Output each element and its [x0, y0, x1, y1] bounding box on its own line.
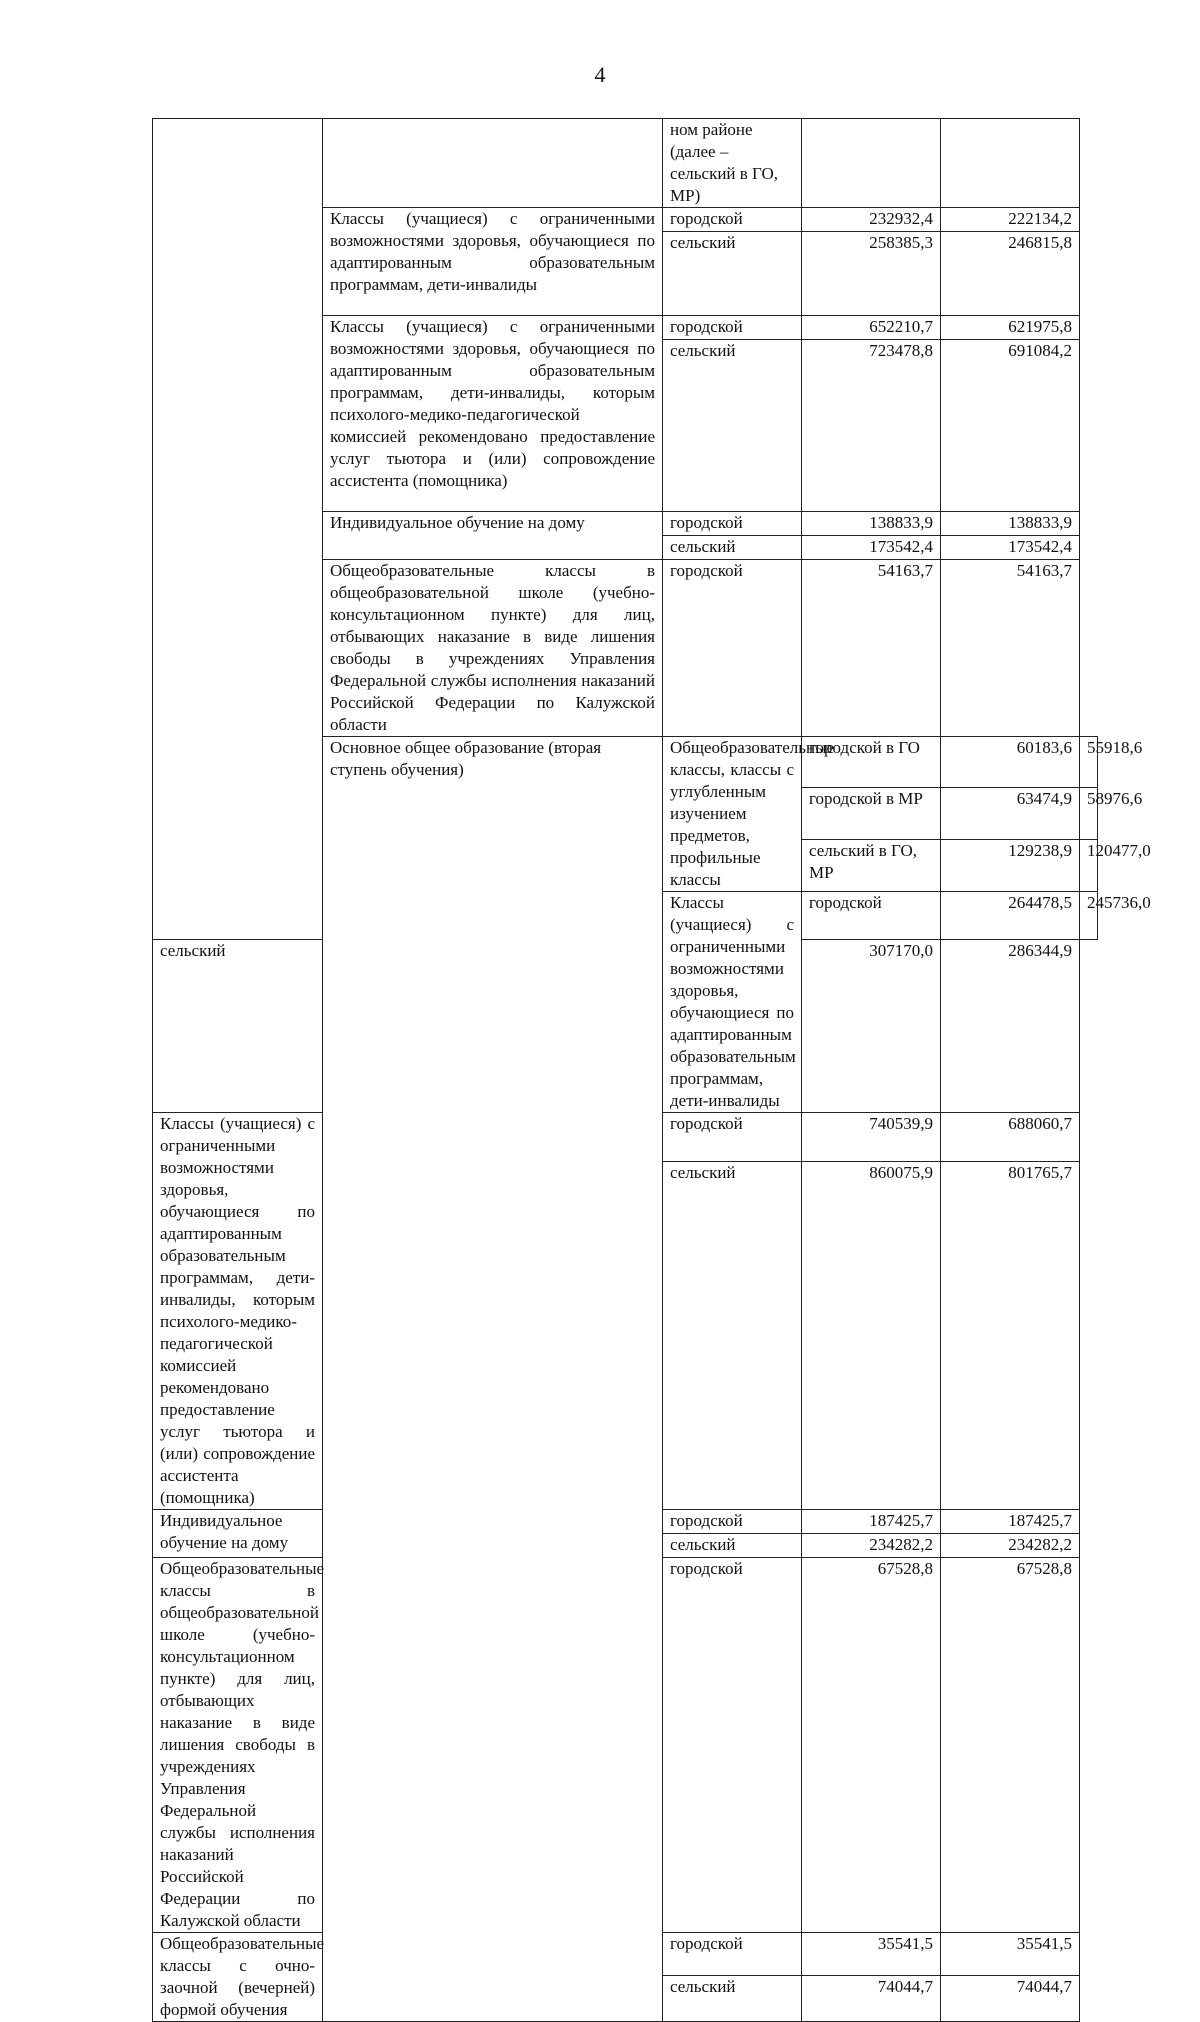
area-cell: сельский в ГО, МР: [802, 839, 941, 891]
value-cell: 652210,7: [802, 316, 941, 340]
value-cell: 258385,3: [802, 232, 941, 316]
value-cell: 232932,4: [802, 208, 941, 232]
value-cell: 723478,8: [802, 340, 941, 512]
area-cell: сельский: [663, 232, 802, 316]
area-cell: сельский: [663, 536, 802, 560]
value-cell: 234282,2: [802, 1534, 941, 1558]
description-cell: Классы (учащиеся) с ограниченными возможностями здоровья, обучающиеся по адаптированным образовательным программам, дети-инвалиды: [323, 208, 663, 316]
value-cell: 138833,9: [941, 512, 1080, 536]
description-cell: Общеобразовательные классы в общеобразовательной школе (учебно-консультационном пункте) для лиц, отбывающих наказание в виде лишения свободы в учреждениях Управления Федеральной службы исполнения наказаний Российской Федерации по Калужской области: [323, 560, 663, 737]
value-cell: 173542,4: [941, 536, 1080, 560]
value-cell: 621975,8: [941, 316, 1080, 340]
table-row: [153, 119, 1098, 208]
description-cell: Индивидуальное обучение на дому: [153, 1510, 323, 1558]
value-cell: 222134,2: [941, 208, 1080, 232]
area-cell: городской: [663, 1510, 802, 1534]
page-number: 4: [594, 62, 606, 87]
value-cell: 187425,7: [802, 1510, 941, 1534]
description-cell: [323, 119, 663, 208]
area-cell: городской: [663, 1933, 802, 1976]
area-cell: городской: [663, 1558, 802, 1933]
description-cell: Индивидуальное обучение на дому: [323, 512, 663, 560]
value-cell: 35541,5: [941, 1933, 1080, 1976]
value-cell: 740539,9: [802, 1113, 941, 1162]
stage-cell-primary: [153, 119, 323, 940]
value-cell: 129238,9: [941, 839, 1080, 891]
value-cell: 860075,9: [802, 1161, 941, 1509]
area-cell: ном районе (далее – сельский в ГО, МР): [663, 119, 802, 208]
value-cell: 74044,7: [941, 1975, 1080, 2021]
value-cell: 55918,6: [1080, 737, 1098, 788]
value-cell: 58976,6: [1080, 788, 1098, 839]
value-cell: 688060,7: [941, 1113, 1080, 1162]
value-cell: 187425,7: [941, 1510, 1080, 1534]
description-cell: Классы (учащиеся) с ограниченными возможностями здоровья, обучающиеся по адаптированным образовательным программам, дети-инвалиды, которым психолого-медико-педагогической комиссией рекомендовано предоставление услуг тьютора и (или) сопровождение ассистента (помощника): [323, 316, 663, 512]
value-cell: 234282,2: [941, 1534, 1080, 1558]
value-cell: 691084,2: [941, 340, 1080, 512]
value-cell: 138833,9: [802, 512, 941, 536]
area-cell: городской: [663, 560, 802, 737]
area-cell: городской: [802, 892, 941, 940]
area-cell: городской: [663, 208, 802, 232]
value-cell: [802, 119, 941, 208]
value-cell: 63474,9: [941, 788, 1080, 839]
area-cell: сельский: [663, 1161, 802, 1509]
area-cell: сельский: [153, 940, 323, 1113]
value-cell: 67528,8: [802, 1558, 941, 1933]
value-cell: 35541,5: [802, 1933, 941, 1976]
value-cell: 246815,8: [941, 232, 1080, 316]
area-cell: городской в ГО: [802, 737, 941, 788]
value-cell: 801765,7: [941, 1161, 1080, 1509]
value-cell: [941, 119, 1080, 208]
description-cell: Общеобразовательные классы в общеобразовательной школе (учебно-консультационном пункте) для лиц, отбывающих наказание в виде лишения свободы в учреждениях Управления Федеральной службы исполнения наказаний Российской Федерации по Калужской области: [153, 1558, 323, 1933]
description-cell: Общеобразовательные классы, классы с углубленным изучением предметов, профильные классы: [663, 737, 802, 892]
area-cell: городской: [663, 1113, 802, 1162]
area-cell: сельский: [663, 1975, 802, 2021]
value-cell: 120477,0: [1080, 839, 1098, 891]
value-cell: 173542,4: [802, 536, 941, 560]
value-cell: 264478,5: [941, 892, 1080, 940]
value-cell: 74044,7: [802, 1975, 941, 2021]
area-cell: городской: [663, 316, 802, 340]
description-cell: Общеобразовательные классы с очно-заочной (вечерней) формой обучения: [153, 1933, 323, 2022]
value-cell: 54163,7: [802, 560, 941, 737]
description-cell: Классы (учащиеся) с ограниченными возможностями здоровья, обучающиеся по адаптированным образовательным программам, дети-инвалиды, которым психолого-медико-педагогической комиссией рекомендовано предоставление услуг тьютора и (или) сопровождение ассистента (помощника): [153, 1113, 323, 1510]
value-cell: 307170,0: [802, 940, 941, 1113]
stage-cell-basic: Основное общее образование (вторая ступень обучения): [323, 737, 663, 2022]
value-cell: 67528,8: [941, 1558, 1080, 1933]
value-cell: 60183,6: [941, 737, 1080, 788]
area-cell: сельский: [663, 340, 802, 512]
cost-table: [152, 118, 1151, 2022]
value-cell: 286344,9: [941, 940, 1080, 1113]
description-cell: Классы (учащиеся) с ограниченными возможностями здоровья, обучающиеся по адаптированным образовательным программам, дети-инвалиды: [663, 892, 802, 1113]
area-cell: городской: [663, 512, 802, 536]
area-cell: городской в МР: [802, 788, 941, 839]
area-cell: сельский: [663, 1534, 802, 1558]
value-cell: 245736,0: [1080, 892, 1098, 940]
value-cell: 54163,7: [941, 560, 1080, 737]
